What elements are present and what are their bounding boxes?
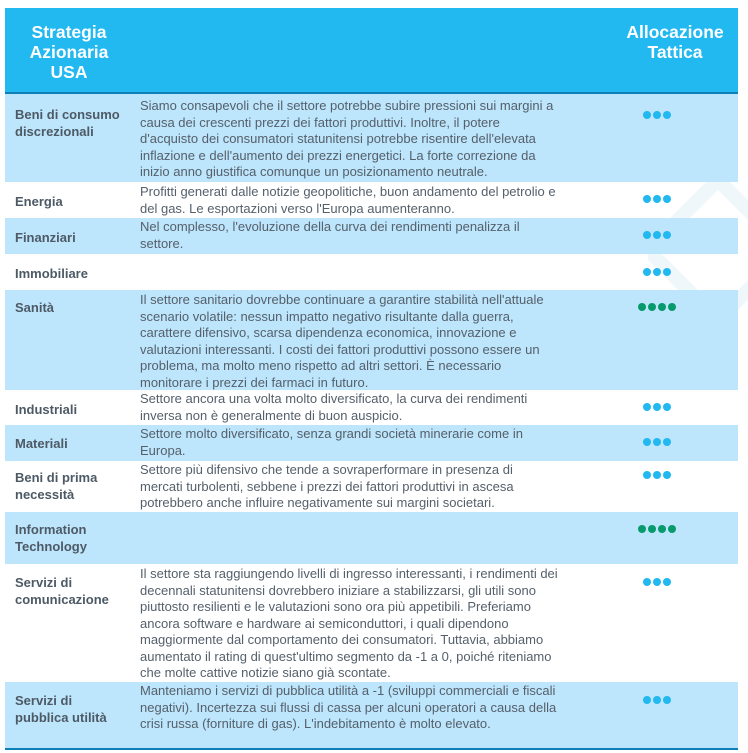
rating-dot-icon [668, 303, 676, 311]
rating-dot-icon [653, 471, 661, 479]
rating-indicator [558, 564, 738, 682]
rating-dot-icon [653, 111, 661, 119]
table-header [5, 8, 738, 94]
rating-dot-icon [653, 268, 661, 276]
table-row [5, 94, 738, 182]
rating-dot-icon [663, 696, 671, 704]
rating-dot-icon [643, 403, 651, 411]
table-row [5, 390, 738, 425]
sector-allocation-table [5, 8, 738, 750]
sector-name-line: Beni di prima [15, 470, 98, 485]
sector-description: Il settore sanitario dovrebbe continuare a garantire stabilità nell'attuale scenario volatile: nessun impatto negativo risultante dalla guerra, carattere difensivo, scarsa dipendenza economica, innovazione e valutazioni interessanti. I costi dei fattori produttivi possono essere un problema, ma molto meno rispetto ad altri settori. È necessario monitorare i prezzi dei farmaci in futuro. [140, 292, 544, 390]
rating-dots [643, 111, 671, 182]
rating-dot-icon [648, 525, 656, 533]
rating-dot-icon [643, 111, 651, 119]
sector-name [5, 682, 135, 748]
sector-name-line: Beni di consumo [15, 107, 120, 122]
strategy-title-line2: Azionaria [29, 42, 109, 62]
rating-dot-icon [643, 471, 651, 479]
sector-name [5, 425, 135, 461]
sector-name [5, 94, 135, 182]
sector-name-line: comunicazione [15, 592, 109, 607]
rating-indicator [558, 218, 738, 254]
rating-dot-icon [643, 438, 651, 446]
rating-dot-icon [653, 231, 661, 239]
sector-name [5, 390, 135, 425]
sector-name-line: Industriali [15, 402, 78, 417]
sector-name-line: discrezionali [15, 124, 94, 139]
rating-dots [638, 525, 676, 564]
rating-dot-icon [648, 303, 656, 311]
rating-dot-icon [663, 403, 671, 411]
rating-dot-icon [638, 303, 646, 311]
rating-dot-icon [653, 578, 661, 586]
rating-dot-icon [668, 525, 676, 533]
sector-description [135, 512, 558, 564]
table-row [5, 218, 738, 254]
rating-dot-icon [653, 438, 661, 446]
sector-description: Settore ancora una volta molto diversificato, la curva dei rendimenti inversa non è generalmente di buon auspicio. [140, 391, 528, 423]
rating-dot-icon [663, 111, 671, 119]
rating-dots [638, 303, 676, 390]
rating-dot-icon [643, 195, 651, 203]
rating-dots [643, 578, 671, 682]
sector-name [5, 218, 135, 254]
rating-dots [643, 231, 671, 254]
table-bottom-border [5, 748, 738, 750]
rating-indicator [558, 390, 738, 425]
sector-description [135, 254, 558, 290]
rating-dot-icon [653, 195, 661, 203]
rating-dot-icon [663, 195, 671, 203]
allocation-title [612, 8, 738, 92]
rating-dot-icon [663, 268, 671, 276]
sector-name [5, 254, 135, 290]
rating-dot-icon [663, 471, 671, 479]
sector-description: Profitti generati dalle notizie geopolitiche, buon andamento del petrolio e del gas. Le esportazioni verso l'Europa aumenteranno. [140, 184, 556, 216]
strategy-title-line3: USA [50, 62, 88, 82]
table-row [5, 254, 738, 290]
rating-indicator [558, 461, 738, 512]
rating-dot-icon [643, 696, 651, 704]
header-spacer [133, 8, 612, 92]
rating-dot-icon [643, 268, 651, 276]
sector-name [5, 182, 135, 218]
table-row [5, 461, 738, 512]
sector-description: Settore più difensivo che tende a sovraperformare in presenza di mercati turbolenti, sebbene i prezzi dei fattori produttivi in ascesa potrebbero anche influire negativamente sui margini societari. [140, 462, 514, 510]
sector-name-line: Materiali [15, 436, 68, 451]
sector-name-line: Servizi di [15, 575, 73, 590]
rating-indicator [558, 94, 738, 182]
sector-name [5, 461, 135, 512]
table-row [5, 512, 738, 564]
rating-dot-icon [643, 578, 651, 586]
rating-dot-icon [643, 231, 651, 239]
rating-indicator [558, 682, 738, 748]
table-row [5, 290, 738, 390]
rating-dot-icon [663, 231, 671, 239]
sector-description: Manteniamo i servizi di pubblica utilità a -1 (sviluppi commerciali e fiscali negativi). Incertezza sui flussi di cassa per alcuni operatori a causa della crisi russa (forniture di gas). L'indebitamento è molto elevato. [140, 683, 557, 731]
rating-dot-icon [658, 525, 666, 533]
sector-name [5, 290, 135, 390]
rating-dots [643, 195, 671, 218]
sector-description: Settore molto diversificato, senza grandi società minerarie come in Europa. [140, 426, 523, 458]
rating-dot-icon [653, 403, 661, 411]
sector-name-line: Servizi di [15, 693, 73, 708]
rating-indicator [558, 182, 738, 218]
table-row [5, 182, 738, 218]
rating-dot-icon [653, 696, 661, 704]
sector-name-line: Sanità [15, 300, 55, 315]
rating-dots [643, 403, 671, 425]
rating-indicator [558, 254, 738, 290]
table-row [5, 682, 738, 748]
sector-name-line: Technology [15, 539, 87, 554]
sector-name-line: Immobiliare [15, 266, 88, 281]
sector-name-line: Energia [15, 194, 63, 209]
sector-name [5, 512, 135, 564]
table-row [5, 425, 738, 461]
strategy-title-line1: Strategia [31, 22, 107, 42]
sector-name [5, 564, 135, 682]
sector-description: Il settore sta raggiungendo livelli di ingresso interessanti, i rendimenti dei decennali statunitensi dovrebbero iniziare a stabilizzarsi, gli utili sono piuttosto resilienti e le valutazioni sono ora più appetibili. Preferiamo ancora software e hardware ai semiconduttori, i quali dipendono maggiormente dal comportamento dei consumatori. Tuttavia, abbiamo aumentato il rating di quest'ultimo segmento da -1 a 0, poiché riteniamo che molte cattive notizie siano già scontate. [140, 566, 558, 680]
rating-indicator [558, 425, 738, 461]
rating-dots [643, 696, 671, 748]
rating-dots [643, 438, 671, 461]
rating-dot-icon [658, 303, 666, 311]
rating-dots [643, 471, 671, 512]
sector-name-line: pubblica utilità [15, 710, 107, 725]
allocation-title-line2: Tattica [647, 42, 703, 62]
table-row [5, 564, 738, 682]
sector-description: Siamo consapevoli che il settore potrebbe subire pressioni sui margini a causa dei crescenti prezzi dei fattori produttivi. Inoltre, il potere d'acquisto dei consumatori statunitensi potrebbe risentire dell'elevata inflazione e dell'aumento dei prezzi energetici. La forte correzione da inizio anno giustifica comunque un posizionamento neutrale. [140, 98, 554, 179]
rating-indicator [558, 290, 738, 390]
rating-dots [643, 268, 671, 290]
rating-dot-icon [663, 438, 671, 446]
sector-description: Nel complesso, l'evoluzione della curva dei rendimenti penalizza il settore. [140, 219, 520, 251]
allocation-title-line1: Allocazione [626, 22, 724, 42]
rating-dot-icon [663, 578, 671, 586]
sector-name-line: Information [15, 522, 87, 537]
sector-name-line: necessità [15, 487, 75, 502]
rating-dot-icon [638, 525, 646, 533]
sector-name-line: Finanziari [15, 230, 76, 245]
strategy-title [5, 8, 133, 92]
rating-indicator [558, 512, 738, 564]
